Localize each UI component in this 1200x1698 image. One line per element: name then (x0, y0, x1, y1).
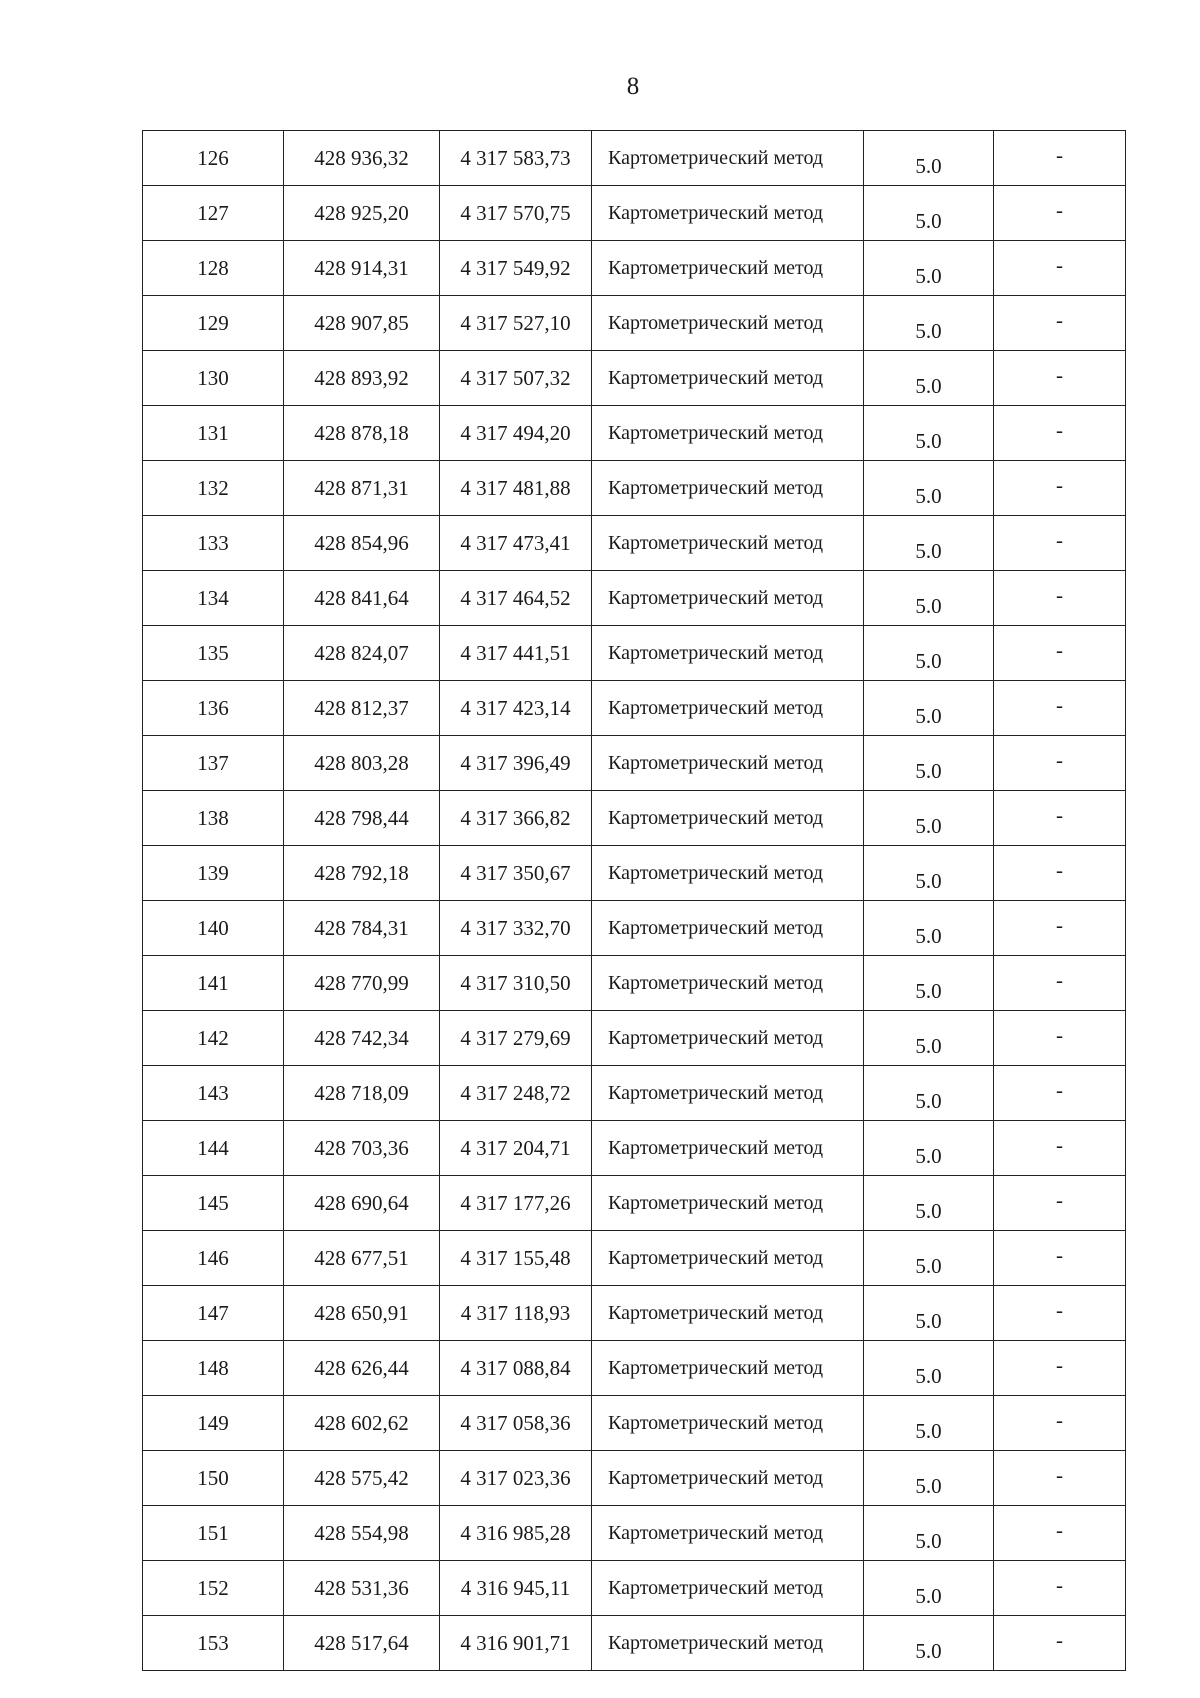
y-coordinate-cell: 4 317 350,67 (440, 846, 592, 901)
note-cell: - (994, 131, 1126, 186)
note-cell: - (994, 736, 1126, 791)
table-row (143, 351, 1126, 406)
point-number-cell: 127 (143, 186, 284, 241)
table-row (143, 956, 1126, 1011)
x-coordinate-cell: 428 792,18 (284, 846, 440, 901)
table-row (143, 846, 1126, 901)
point-number-cell: 151 (143, 1506, 284, 1561)
y-coordinate-cell: 4 317 423,14 (440, 681, 592, 736)
y-coordinate-cell: 4 317 549,92 (440, 241, 592, 296)
method-cell: Картометрический метод (592, 626, 864, 681)
note-cell: - (994, 1286, 1126, 1341)
accuracy-cell: 5.0 (864, 791, 994, 846)
note-cell: - (994, 626, 1126, 681)
accuracy-cell: 5.0 (864, 956, 994, 1011)
note-cell: - (994, 1396, 1126, 1451)
accuracy-cell: 5.0 (864, 406, 994, 461)
accuracy-cell: 5.0 (864, 736, 994, 791)
point-number-cell: 140 (143, 901, 284, 956)
y-coordinate-cell: 4 317 248,72 (440, 1066, 592, 1121)
note-cell: - (994, 1011, 1126, 1066)
y-coordinate-cell: 4 317 279,69 (440, 1011, 592, 1066)
x-coordinate-cell: 428 531,36 (284, 1561, 440, 1616)
accuracy-cell: 5.0 (864, 1011, 994, 1066)
accuracy-cell: 5.0 (864, 1451, 994, 1506)
accuracy-cell: 5.0 (864, 1121, 994, 1176)
note-cell: - (994, 1341, 1126, 1396)
note-cell: - (994, 681, 1126, 736)
x-coordinate-cell: 428 936,32 (284, 131, 440, 186)
table-row (143, 1066, 1126, 1121)
method-cell: Картометрический метод (592, 1231, 864, 1286)
note-cell: - (994, 1231, 1126, 1286)
accuracy-cell: 5.0 (864, 571, 994, 626)
x-coordinate-cell: 428 718,09 (284, 1066, 440, 1121)
y-coordinate-cell: 4 317 023,36 (440, 1451, 592, 1506)
method-cell: Картометрический метод (592, 1341, 864, 1396)
method-cell: Картометрический метод (592, 1506, 864, 1561)
point-number-cell: 147 (143, 1286, 284, 1341)
point-number-cell: 150 (143, 1451, 284, 1506)
table-row (143, 241, 1126, 296)
note-cell: - (994, 1451, 1126, 1506)
method-cell: Картометрический метод (592, 461, 864, 516)
note-cell: - (994, 1616, 1126, 1671)
accuracy-cell: 5.0 (864, 681, 994, 736)
accuracy-cell: 5.0 (864, 461, 994, 516)
method-cell: Картометрический метод (592, 1066, 864, 1121)
note-cell: - (994, 1176, 1126, 1231)
accuracy-cell: 5.0 (864, 901, 994, 956)
method-cell: Картометрический метод (592, 791, 864, 846)
table-row (143, 1121, 1126, 1176)
x-coordinate-cell: 428 893,92 (284, 351, 440, 406)
accuracy-cell: 5.0 (864, 1506, 994, 1561)
page-number: 8 (626, 73, 640, 100)
table-row (143, 681, 1126, 736)
table-row (143, 1176, 1126, 1231)
accuracy-cell: 5.0 (864, 1396, 994, 1451)
y-coordinate-cell: 4 317 058,36 (440, 1396, 592, 1451)
note-cell: - (994, 351, 1126, 406)
point-number-cell: 133 (143, 516, 284, 571)
method-cell: Картометрический метод (592, 571, 864, 626)
point-number-cell: 153 (143, 1616, 284, 1671)
x-coordinate-cell: 428 770,99 (284, 956, 440, 1011)
accuracy-cell: 5.0 (864, 1561, 994, 1616)
method-cell: Картометрический метод (592, 846, 864, 901)
note-cell: - (994, 296, 1126, 351)
accuracy-cell: 5.0 (864, 626, 994, 681)
y-coordinate-cell: 4 317 310,50 (440, 956, 592, 1011)
y-coordinate-cell: 4 317 177,26 (440, 1176, 592, 1231)
point-number-cell: 138 (143, 791, 284, 846)
x-coordinate-cell: 428 575,42 (284, 1451, 440, 1506)
point-number-cell: 135 (143, 626, 284, 681)
table-row (143, 1231, 1126, 1286)
point-number-cell: 137 (143, 736, 284, 791)
method-cell: Картометрический метод (592, 131, 864, 186)
point-number-cell: 136 (143, 681, 284, 736)
coordinates-table-body (143, 131, 1126, 1671)
y-coordinate-cell: 4 317 583,73 (440, 131, 592, 186)
note-cell: - (994, 186, 1126, 241)
y-coordinate-cell: 4 317 366,82 (440, 791, 592, 846)
accuracy-cell: 5.0 (864, 1616, 994, 1671)
method-cell: Картометрический метод (592, 901, 864, 956)
y-coordinate-cell: 4 317 118,93 (440, 1286, 592, 1341)
x-coordinate-cell: 428 871,31 (284, 461, 440, 516)
point-number-cell: 132 (143, 461, 284, 516)
point-number-cell: 126 (143, 131, 284, 186)
y-coordinate-cell: 4 317 396,49 (440, 736, 592, 791)
x-coordinate-cell: 428 784,31 (284, 901, 440, 956)
x-coordinate-cell: 428 854,96 (284, 516, 440, 571)
method-cell: Картометрический метод (592, 296, 864, 351)
method-cell: Картометрический метод (592, 186, 864, 241)
x-coordinate-cell: 428 841,64 (284, 571, 440, 626)
table-row (143, 1506, 1126, 1561)
note-cell: - (994, 956, 1126, 1011)
table-row (143, 406, 1126, 461)
x-coordinate-cell: 428 798,44 (284, 791, 440, 846)
table-row (143, 1561, 1126, 1616)
y-coordinate-cell: 4 317 570,75 (440, 186, 592, 241)
method-cell: Картометрический метод (592, 1451, 864, 1506)
method-cell: Картометрический метод (592, 241, 864, 296)
x-coordinate-cell: 428 742,34 (284, 1011, 440, 1066)
y-coordinate-cell: 4 317 088,84 (440, 1341, 592, 1396)
method-cell: Картометрический метод (592, 1011, 864, 1066)
x-coordinate-cell: 428 690,64 (284, 1176, 440, 1231)
accuracy-cell: 5.0 (864, 1176, 994, 1231)
x-coordinate-cell: 428 878,18 (284, 406, 440, 461)
note-cell: - (994, 846, 1126, 901)
coordinates-table (142, 130, 1126, 1671)
accuracy-cell: 5.0 (864, 1066, 994, 1121)
table-row (143, 1616, 1126, 1671)
y-coordinate-cell: 4 317 527,10 (440, 296, 592, 351)
note-cell: - (994, 1066, 1126, 1121)
point-number-cell: 152 (143, 1561, 284, 1616)
x-coordinate-cell: 428 554,98 (284, 1506, 440, 1561)
method-cell: Картометрический метод (592, 351, 864, 406)
method-cell: Картометрический метод (592, 956, 864, 1011)
x-coordinate-cell: 428 517,64 (284, 1616, 440, 1671)
y-coordinate-cell: 4 317 464,52 (440, 571, 592, 626)
x-coordinate-cell: 428 650,91 (284, 1286, 440, 1341)
y-coordinate-cell: 4 317 155,48 (440, 1231, 592, 1286)
note-cell: - (994, 516, 1126, 571)
x-coordinate-cell: 428 812,37 (284, 681, 440, 736)
y-coordinate-cell: 4 317 204,71 (440, 1121, 592, 1176)
x-coordinate-cell: 428 907,85 (284, 296, 440, 351)
point-number-cell: 130 (143, 351, 284, 406)
table-row (143, 1396, 1126, 1451)
x-coordinate-cell: 428 602,62 (284, 1396, 440, 1451)
note-cell: - (994, 461, 1126, 516)
accuracy-cell: 5.0 (864, 1286, 994, 1341)
point-number-cell: 139 (143, 846, 284, 901)
accuracy-cell: 5.0 (864, 846, 994, 901)
y-coordinate-cell: 4 316 945,11 (440, 1561, 592, 1616)
table-row (143, 1451, 1126, 1506)
table-row (143, 1011, 1126, 1066)
accuracy-cell: 5.0 (864, 351, 994, 406)
note-cell: - (994, 406, 1126, 461)
accuracy-cell: 5.0 (864, 241, 994, 296)
x-coordinate-cell: 428 677,51 (284, 1231, 440, 1286)
accuracy-cell: 5.0 (864, 1341, 994, 1396)
table-row (143, 131, 1126, 186)
method-cell: Картометрический метод (592, 516, 864, 571)
y-coordinate-cell: 4 316 985,28 (440, 1506, 592, 1561)
point-number-cell: 146 (143, 1231, 284, 1286)
method-cell: Картометрический метод (592, 736, 864, 791)
point-number-cell: 149 (143, 1396, 284, 1451)
note-cell: - (994, 1121, 1126, 1176)
point-number-cell: 148 (143, 1341, 284, 1396)
y-coordinate-cell: 4 317 481,88 (440, 461, 592, 516)
y-coordinate-cell: 4 317 494,20 (440, 406, 592, 461)
table-row (143, 571, 1126, 626)
note-cell: - (994, 571, 1126, 626)
table-row (143, 626, 1126, 681)
x-coordinate-cell: 428 626,44 (284, 1341, 440, 1396)
method-cell: Картометрический метод (592, 406, 864, 461)
x-coordinate-cell: 428 824,07 (284, 626, 440, 681)
table-row (143, 1341, 1126, 1396)
table-row (143, 1286, 1126, 1341)
note-cell: - (994, 901, 1126, 956)
method-cell: Картометрический метод (592, 1286, 864, 1341)
table-row (143, 736, 1126, 791)
y-coordinate-cell: 4 317 473,41 (440, 516, 592, 571)
table-row (143, 901, 1126, 956)
y-coordinate-cell: 4 317 441,51 (440, 626, 592, 681)
y-coordinate-cell: 4 316 901,71 (440, 1616, 592, 1671)
x-coordinate-cell: 428 914,31 (284, 241, 440, 296)
accuracy-cell: 5.0 (864, 296, 994, 351)
method-cell: Картометрический метод (592, 1616, 864, 1671)
point-number-cell: 129 (143, 296, 284, 351)
point-number-cell: 141 (143, 956, 284, 1011)
table-row (143, 461, 1126, 516)
method-cell: Картометрический метод (592, 1561, 864, 1616)
method-cell: Картометрический метод (592, 1396, 864, 1451)
method-cell: Картометрический метод (592, 1121, 864, 1176)
point-number-cell: 134 (143, 571, 284, 626)
accuracy-cell: 5.0 (864, 186, 994, 241)
point-number-cell: 144 (143, 1121, 284, 1176)
table-row (143, 791, 1126, 846)
y-coordinate-cell: 4 317 507,32 (440, 351, 592, 406)
point-number-cell: 131 (143, 406, 284, 461)
accuracy-cell: 5.0 (864, 516, 994, 571)
accuracy-cell: 5.0 (864, 1231, 994, 1286)
table-row (143, 516, 1126, 571)
point-number-cell: 128 (143, 241, 284, 296)
point-number-cell: 145 (143, 1176, 284, 1231)
y-coordinate-cell: 4 317 332,70 (440, 901, 592, 956)
accuracy-cell: 5.0 (864, 131, 994, 186)
x-coordinate-cell: 428 703,36 (284, 1121, 440, 1176)
point-number-cell: 143 (143, 1066, 284, 1121)
table-row (143, 186, 1126, 241)
method-cell: Картометрический метод (592, 681, 864, 736)
note-cell: - (994, 791, 1126, 846)
note-cell: - (994, 1506, 1126, 1561)
point-number-cell: 142 (143, 1011, 284, 1066)
method-cell: Картометрический метод (592, 1176, 864, 1231)
note-cell: - (994, 1561, 1126, 1616)
x-coordinate-cell: 428 803,28 (284, 736, 440, 791)
x-coordinate-cell: 428 925,20 (284, 186, 440, 241)
note-cell: - (994, 241, 1126, 296)
table-row (143, 296, 1126, 351)
